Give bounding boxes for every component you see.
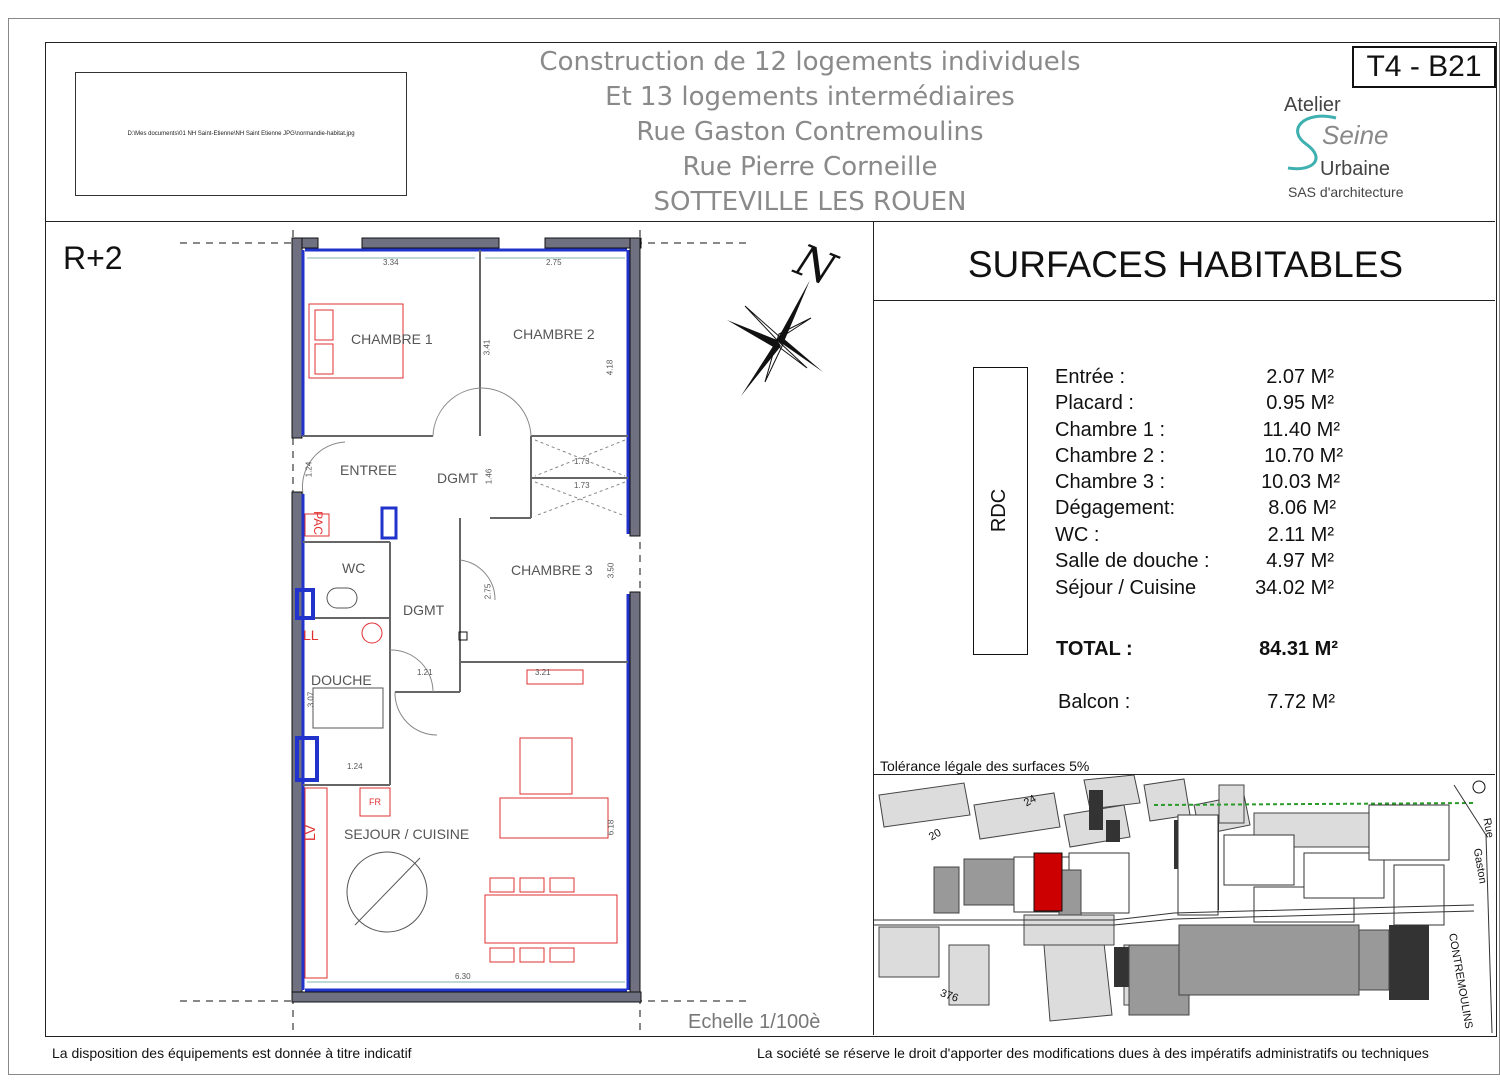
- dimension-label: 3.41: [482, 339, 492, 356]
- site-label: 376: [938, 987, 960, 1005]
- surface-value: 2.11 M²: [1267, 524, 1334, 546]
- tolerance-note: Tolérance légale des surfaces 5%: [880, 758, 1090, 774]
- dimension-label: 3.34: [383, 258, 399, 267]
- surface-value: 10.03 M²: [1261, 471, 1340, 493]
- room-dgmt: DGMT: [403, 602, 445, 618]
- level-label-wrap: [973, 367, 1026, 653]
- dimension-label: 3.50: [606, 562, 616, 579]
- balcon-value: 7.72 M²: [1267, 691, 1335, 713]
- project-line: Et 13 logements intermédiaires: [605, 82, 1015, 112]
- surface-label: Séjour / Cuisine: [1055, 577, 1197, 599]
- floor-plan: [175, 230, 775, 1030]
- dimension-label: 1.21: [417, 668, 433, 677]
- dimension-label: 6.18: [606, 819, 616, 836]
- architect-line: SAS d'architecture: [1288, 184, 1404, 200]
- surface-value: 8.06 M²: [1268, 497, 1336, 519]
- surface-value: 11.40 M²: [1262, 419, 1340, 441]
- site-label: 20: [926, 826, 944, 844]
- surface-label: Entrée :: [1055, 366, 1126, 388]
- room-chambre-3: CHAMBRE 3: [511, 562, 593, 578]
- street-label: Gaston: [1470, 847, 1489, 885]
- logo-file-path: D:\Mes documents\01 NH Saint-Etienne\NH Saint Etienne JPG\normandie-habitat.jpg: [127, 131, 355, 137]
- site-plan: [874, 775, 1494, 1033]
- surface-value: 0.95 M²: [1266, 392, 1334, 414]
- balcon-label: Balcon :: [1058, 691, 1131, 713]
- label-lv: LV: [302, 824, 319, 842]
- surfaces-title: SURFACES HABITABLES: [967, 244, 1404, 285]
- dimension-label: 2.75: [483, 583, 493, 600]
- footer-disclaimer-left: La disposition des équipements est donnée à titre indicatif: [52, 1045, 412, 1061]
- compass-rose-icon: [725, 278, 825, 400]
- level-label: RDC: [988, 488, 1010, 532]
- surface-label: Chambre 3 :: [1055, 471, 1166, 493]
- total-label: TOTAL :: [1056, 638, 1133, 660]
- dimension-label: 3.07: [306, 691, 316, 708]
- surface-label: Chambre 1 :: [1055, 419, 1166, 441]
- dimension-label: 6.30: [455, 972, 471, 981]
- architect-line: Seine: [1322, 120, 1389, 150]
- surface-value: 2.07 M²: [1266, 366, 1334, 388]
- surface-label: Dégagement:: [1055, 497, 1176, 519]
- room-sejour-cuisine: SEJOUR / CUISINE: [344, 826, 470, 842]
- street-label: CONTREMOULINS: [1445, 932, 1475, 1030]
- label-pac: PAC: [310, 511, 325, 535]
- project-line: Construction de 12 logements individuels: [539, 47, 1081, 77]
- dimension-label: 1.46: [484, 468, 494, 485]
- room-douche: DOUCHE: [311, 672, 372, 688]
- dimension-label: 1.73: [574, 481, 590, 490]
- label-fr: FR: [369, 797, 381, 807]
- surface-value: 10.70 M²: [1264, 445, 1343, 467]
- total-value: 84.31 M²: [1259, 638, 1338, 660]
- surface-label: WC :: [1055, 524, 1100, 546]
- street-label: Rue: [1480, 817, 1496, 839]
- client-logo-placeholder: [75, 72, 407, 196]
- architect-line: Urbaine: [1320, 158, 1391, 180]
- surface-label: Placard :: [1055, 392, 1134, 414]
- room-chambre-1: CHAMBRE 1: [351, 331, 433, 347]
- room-dgmt: DGMT: [437, 470, 479, 486]
- floor-level: R+2: [63, 240, 123, 276]
- dimension-label: 4.18: [605, 359, 615, 376]
- surfaces-title-divider: [873, 300, 1495, 301]
- room-chambre-2: CHAMBRE 2: [513, 326, 595, 342]
- surface-value: 4.97 M²: [1266, 550, 1334, 572]
- project-line: SOTTEVILLE LES ROUEN: [653, 187, 967, 217]
- unit-reference: T4 - B21: [1352, 46, 1496, 88]
- site-label: 24: [1021, 792, 1039, 810]
- dimension-label: 1.24: [347, 762, 363, 771]
- label-ll: LL: [303, 627, 319, 643]
- room-entree: ENTREE: [340, 462, 397, 478]
- dimension-label: 1.24: [304, 461, 314, 478]
- room-wc: WC: [342, 560, 366, 576]
- project-title: [420, 45, 1200, 220]
- surface-value: 34.02 M²: [1255, 577, 1334, 599]
- surface-label: Chambre 2 :: [1055, 445, 1166, 467]
- architect-logo: [1284, 92, 1434, 202]
- project-line: Rue Pierre Corneille: [682, 152, 938, 182]
- dimension-label: 3.21: [535, 668, 551, 677]
- compass-north-label: N: [787, 234, 843, 297]
- dimension-label: 1.73: [574, 457, 590, 466]
- footer-disclaimer-right: La société se réserve le droit d'apporter des modifications dues à des impératifs administratifs ou techniques: [757, 1045, 1429, 1061]
- scale-label: Echelle 1/100è: [688, 1011, 821, 1033]
- project-line: Rue Gaston Contremoulins: [636, 117, 984, 147]
- dimension-label: 2.75: [546, 258, 562, 267]
- architect-line: Atelier: [1284, 94, 1341, 116]
- surface-label: Salle de douche :: [1055, 550, 1210, 572]
